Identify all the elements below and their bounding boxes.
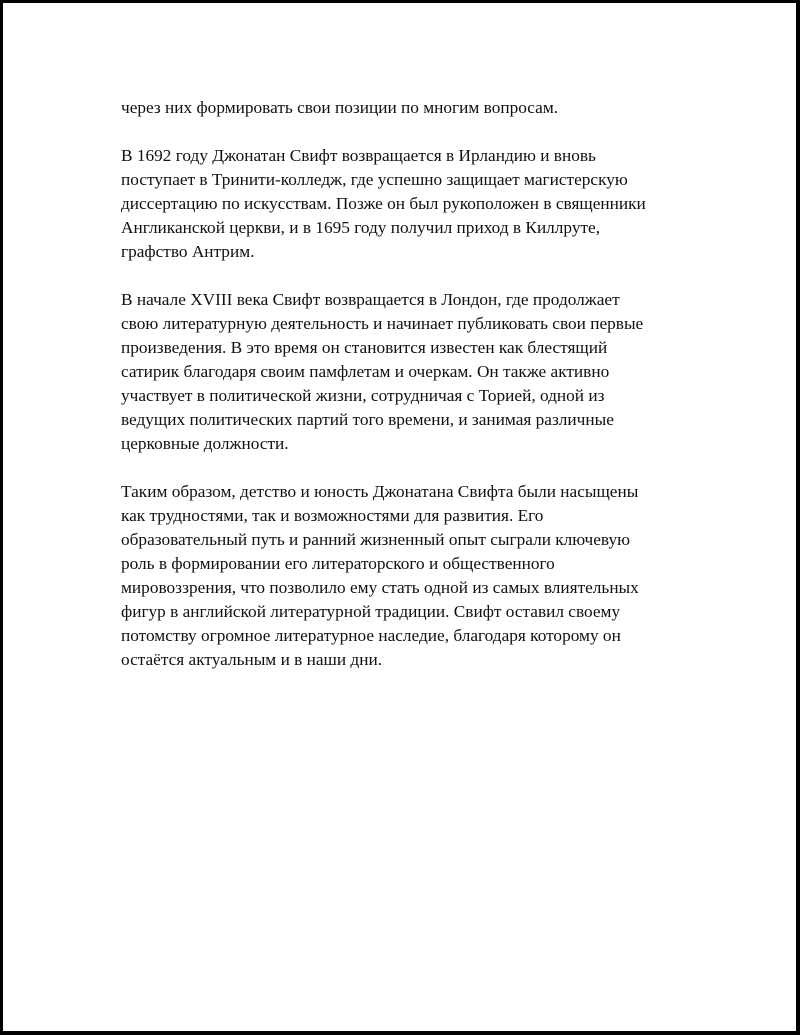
text-line: Таким образом, детство и юность Джонатана Свифта были насыщены <box>121 482 639 501</box>
text-line: ведущих политических партий того времени, и занимая различные <box>121 410 614 429</box>
text-line: свою литературную деятельность и начинает публиковать свои первые <box>121 314 644 333</box>
text-line: остаётся актуальным и в наши дни. <box>121 650 383 669</box>
text-line: Англиканской церкви, и в 1695 году получил приход в Киллруте, <box>121 218 601 237</box>
text-line: образовательный путь и ранний жизненный опыт сыграли ключевую <box>121 530 631 549</box>
text-line: мировоззрения, что позволило ему стать одной из самых влиятельных <box>121 578 639 597</box>
text-line: как трудностями, так и возможностями для развития. Его <box>121 506 544 525</box>
text-line: сатирик благодаря своим памфлетам и очеркам. Он также активно <box>121 362 610 381</box>
text-line: В 1692 году Джонатан Свифт возвращается в Ирландию и вновь <box>121 146 596 165</box>
document-body <box>121 96 701 696</box>
text-line: произведения. В это время он становится известен как блестящий <box>121 338 608 357</box>
text-line: церковные должности. <box>121 434 289 453</box>
text-line: потомству огромное литературное наследие, благодаря которому он <box>121 626 621 645</box>
text-line: участвует в политической жизни, сотрудничая с Торией, одной из <box>121 386 605 405</box>
text-line: роль в формировании его литераторского и общественного <box>121 554 555 573</box>
paragraph-1 <box>121 96 701 120</box>
paragraph-2 <box>121 144 701 264</box>
text-line: поступает в Тринити-колледж, где успешно защищает магистерскую <box>121 170 628 189</box>
text-line: через них формировать свои позиции по многим вопросам. <box>121 98 559 117</box>
paragraph-3 <box>121 288 701 456</box>
text-line: диссертацию по искусствам. Позже он был рукоположен в священники <box>121 194 646 213</box>
text-line: фигур в английской литературной традиции. Свифт оставил своему <box>121 602 621 621</box>
paragraph-4 <box>121 480 701 672</box>
text-line: графство Антрим. <box>121 242 255 261</box>
text-line: В начале XVIII века Свифт возвращается в Лондон, где продолжает <box>121 290 620 309</box>
